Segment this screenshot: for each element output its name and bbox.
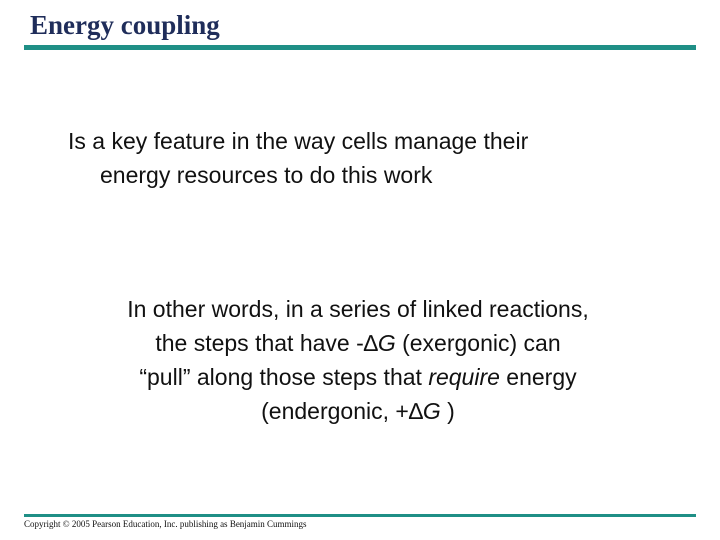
line-3-end-text: energy	[499, 364, 577, 390]
line-2-end-text: (exergonic) can	[395, 330, 561, 356]
paragraph-1-line-1: Is a key feature in the way cells manage their	[68, 128, 529, 154]
line-4-start-text: (endergonic, +	[261, 398, 409, 424]
footer-divider	[24, 514, 696, 517]
line-4-end-text: )	[440, 398, 455, 424]
body-paragraph-1	[68, 124, 668, 192]
slide-title: Energy coupling	[30, 10, 220, 40]
delta-symbol: ∆	[363, 330, 378, 356]
body-paragraph-2	[40, 292, 676, 428]
gibbs-g-symbol: G	[377, 330, 396, 356]
title-divider	[24, 45, 696, 50]
line-3-start-text: “pull” along those steps that	[139, 364, 429, 390]
line-2-start-text: the steps that have -	[155, 330, 364, 356]
delta-symbol: ∆	[408, 398, 423, 424]
emphasis-require: require	[428, 364, 500, 390]
paragraph-2-line-2	[40, 326, 676, 360]
copyright-notice: Copyright © 2005 Pearson Education, Inc. publishing as Benjamin Cummings	[24, 519, 307, 529]
paragraph-2-line-1: In other words, in a series of linked reactions,	[127, 296, 589, 322]
paragraph-2-line-4	[40, 394, 676, 428]
paragraph-1-line-2: energy resources to do this work	[100, 162, 433, 188]
gibbs-g-symbol: G	[422, 398, 441, 424]
paragraph-2-line-3	[40, 360, 676, 394]
